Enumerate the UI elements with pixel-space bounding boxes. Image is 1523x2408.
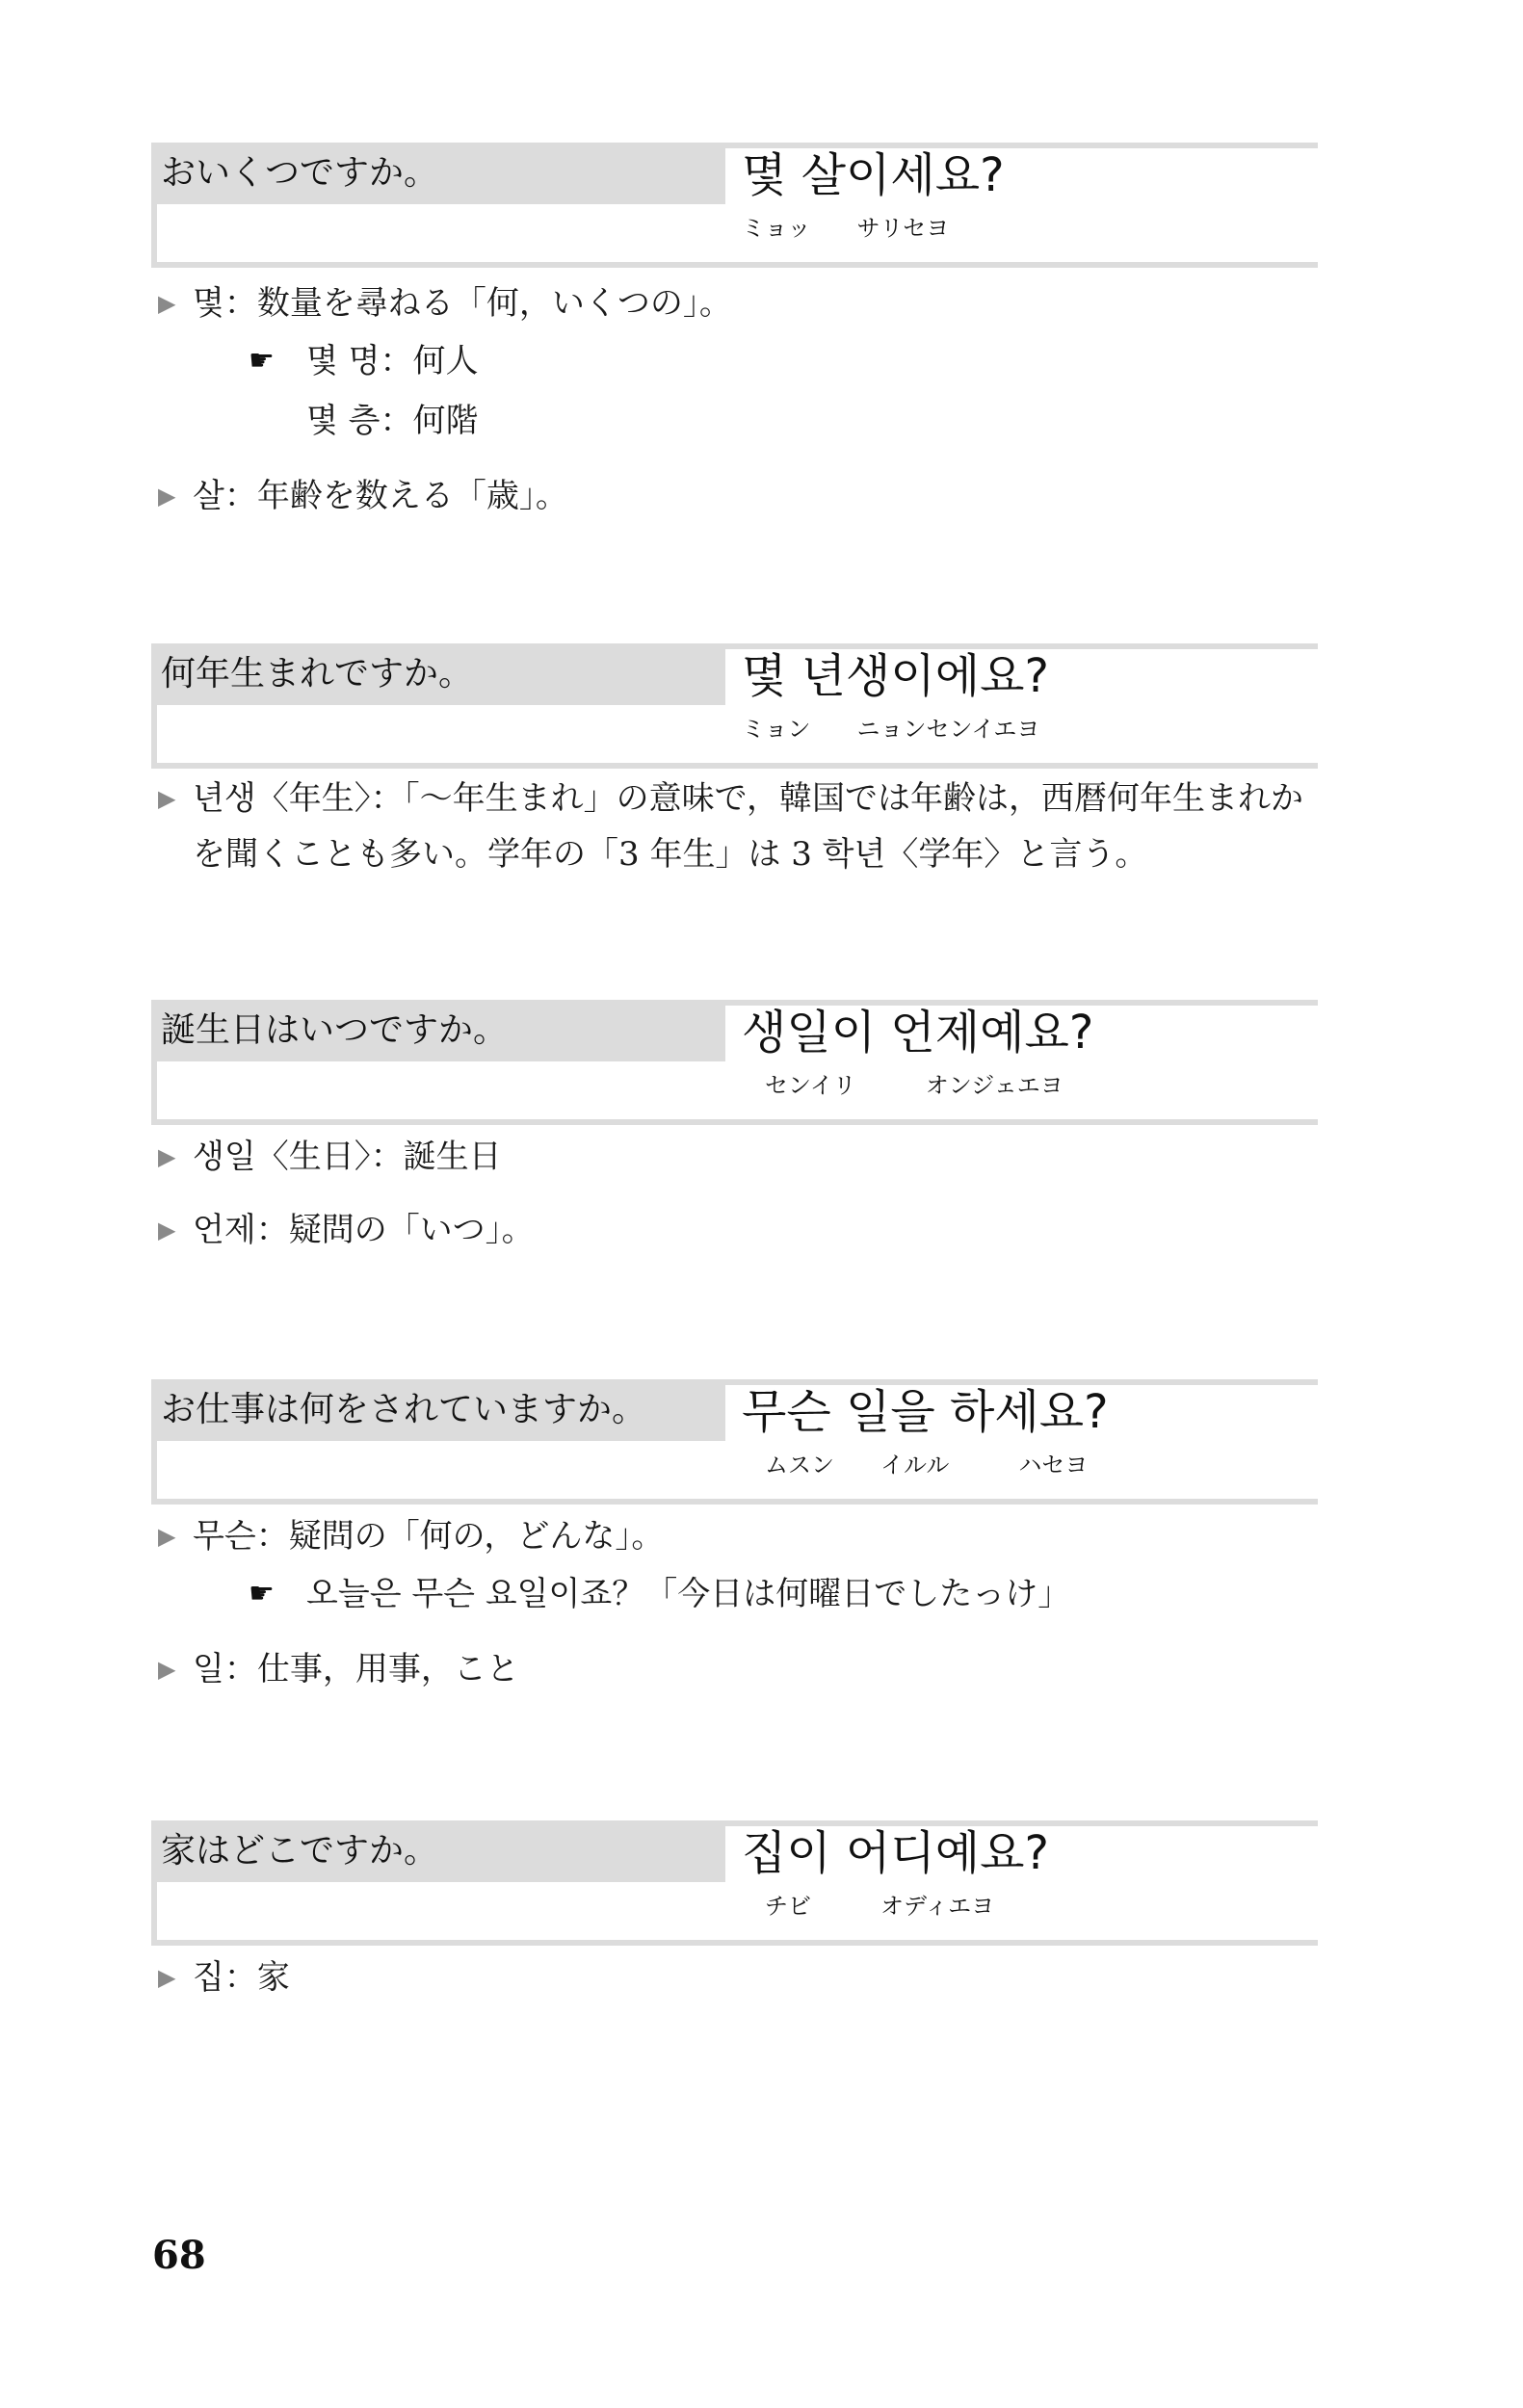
note	[154, 1508, 1329, 1564]
japanese-phrase: お仕事は何をされていますか。	[151, 1379, 725, 1441]
box-border	[151, 705, 157, 769]
phrase-header	[0, 1000, 1523, 1125]
korean-phrase: 무슨 일을 하세요?	[742, 1385, 1109, 1439]
japanese-phrase: 何年生まれですか。	[151, 643, 725, 705]
katakana-reading: チビ オディエヨ	[742, 1893, 995, 1920]
example	[249, 1564, 1523, 1624]
triangle-bullet-icon: ▶	[158, 1523, 176, 1550]
korean-phrase: 생일이 언제예요?	[742, 1006, 1094, 1060]
japanese-phrase: おいくつですか。	[151, 143, 725, 204]
korean-phrase: 집이 어디예요?	[742, 1826, 1049, 1880]
katakana-reading: ムスン イルル ハセヨ	[742, 1452, 1089, 1479]
box-border	[151, 204, 157, 268]
korean-phrase: 몇 년생이에요?	[742, 649, 1049, 703]
phrase-entry	[0, 1820, 1523, 2005]
phrase-header	[0, 643, 1523, 769]
triangle-bullet-icon: ▶	[158, 483, 176, 510]
triangle-bullet-icon: ▶	[158, 1656, 176, 1683]
box-border	[151, 1882, 157, 1946]
example-text: 오늘은 무슨 요일이죠？「今日は何曜日でしたっけ」	[306, 1575, 1071, 1613]
katakana-reading: センイリ オンジェエヨ	[742, 1072, 1063, 1099]
note	[154, 468, 1329, 524]
pointing-hand-icon: ☛	[249, 344, 275, 378]
note	[154, 1641, 1329, 1697]
phrase-header	[0, 1820, 1523, 1946]
japanese-phrase: 誕生日はいつですか。	[151, 1000, 725, 1061]
note-text: 집：家	[193, 1958, 290, 1997]
example-text: 몇 층：何階	[306, 402, 479, 440]
note	[154, 1950, 1329, 2005]
box-border	[151, 1499, 1318, 1505]
box-border	[151, 1119, 1318, 1125]
triangle-bullet-icon: ▶	[158, 1964, 176, 1991]
phrase-entry	[0, 1000, 1523, 1258]
note	[154, 1129, 1329, 1185]
note	[154, 275, 1329, 331]
korean-phrase: 몇 살이세요?	[742, 148, 1005, 202]
box-border	[151, 763, 1318, 769]
triangle-bullet-icon: ▶	[158, 290, 176, 317]
note	[154, 771, 1329, 882]
note-text: 몇：数量を尋ねる「何，いくつの」。	[193, 284, 732, 323]
box-border	[151, 1061, 157, 1125]
triangle-bullet-icon: ▶	[158, 785, 176, 812]
phrase-entry	[0, 643, 1523, 882]
phrase-header	[0, 143, 1523, 268]
triangle-bullet-icon: ▶	[158, 1143, 176, 1170]
phrase-entry	[0, 143, 1523, 524]
note-text: 살：年齢を数える「歳」。	[193, 477, 568, 515]
note-text: 무슨：疑問の「何の，どんな」。	[193, 1517, 665, 1556]
japanese-phrase: 家はどこですか。	[151, 1820, 725, 1882]
katakana-reading: ミョン ニョンセンイエヨ	[742, 716, 1040, 743]
page-number: 68	[152, 2233, 206, 2278]
triangle-bullet-icon: ▶	[158, 1217, 176, 1243]
box-border	[151, 262, 1318, 268]
note	[154, 1202, 1329, 1258]
example	[249, 391, 1523, 451]
note-text: 언제：疑問の「いつ」。	[193, 1211, 535, 1249]
pointing-hand-icon: ☛	[249, 1577, 275, 1610]
example	[249, 331, 1523, 391]
note-text: 일：仕事，用事，こと	[193, 1650, 519, 1688]
box-border	[151, 1940, 1318, 1946]
katakana-reading: ミョッ サリセヨ	[742, 215, 950, 242]
box-border	[151, 1441, 157, 1505]
phrase-entry	[0, 1379, 1523, 1697]
note-text: 생일〈生日〉：誕生日	[193, 1138, 502, 1176]
note-text: 년생〈年生〉：「〜年生まれ」の意味で，韓国では年齢は，西暦何年生まれかを聞くことも多い。学年の「3 年生」は 3 학년〈学年〉と言う。	[193, 779, 1304, 874]
phrase-header	[0, 1379, 1523, 1505]
example-text: 몇 명：何人	[306, 342, 479, 380]
